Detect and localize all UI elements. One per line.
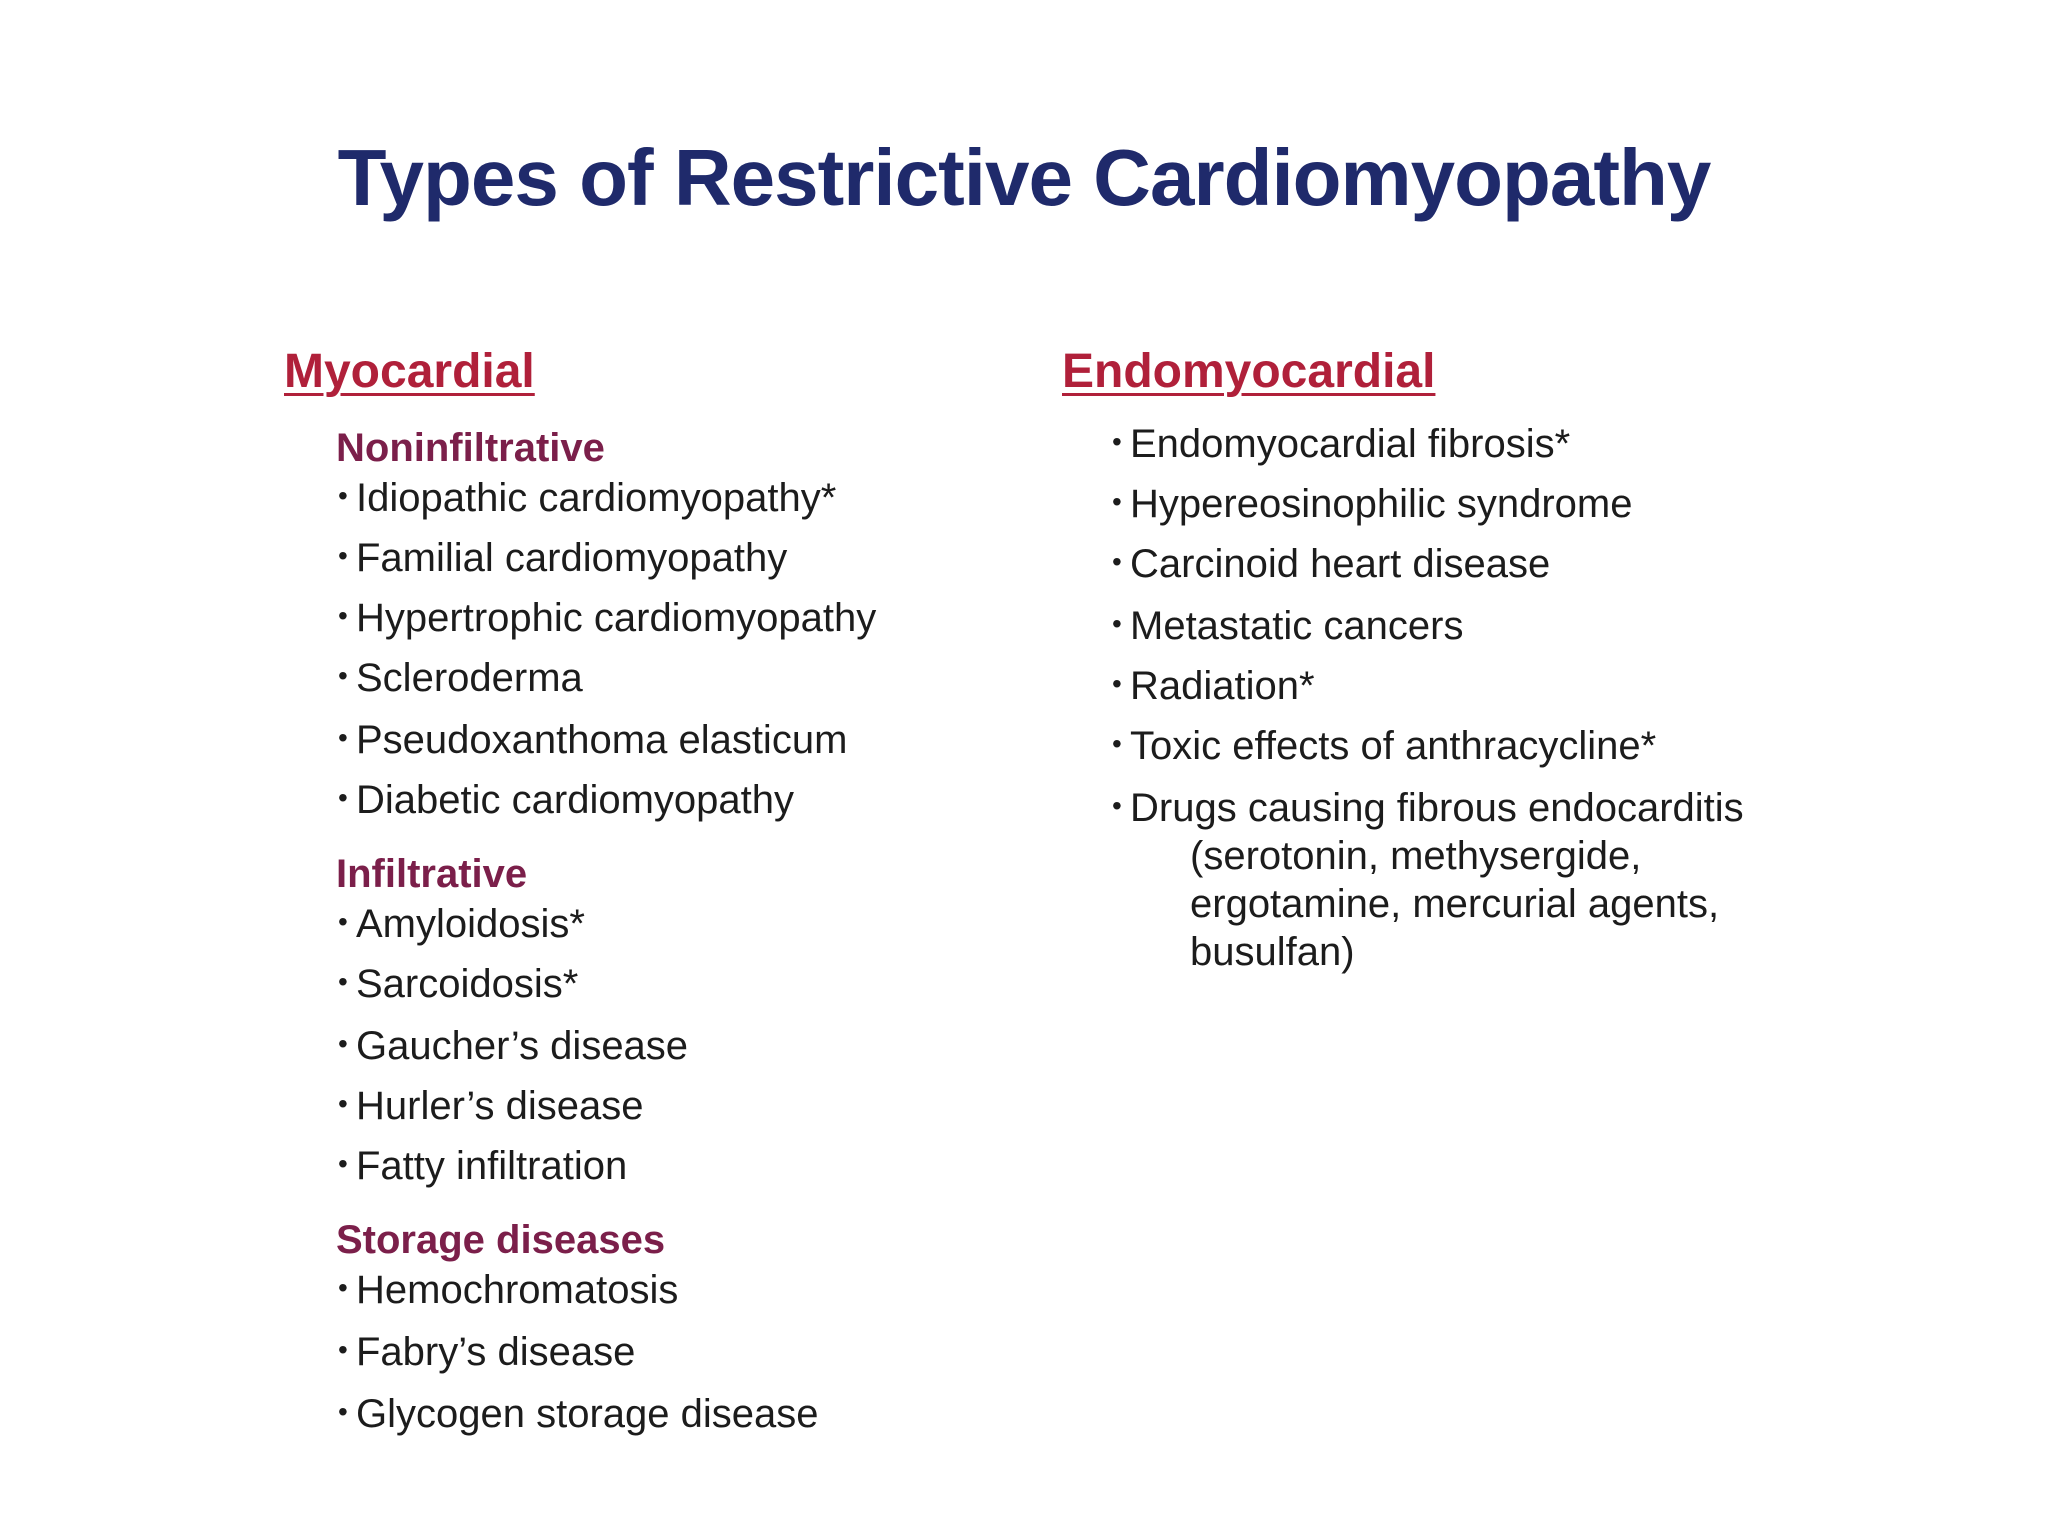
bullet-icon: • xyxy=(338,1088,348,1119)
bullet-icon: • xyxy=(1112,728,1122,759)
myocardial-heading: Myocardial xyxy=(284,345,535,398)
list-item: • Radiation* xyxy=(1112,664,1315,708)
list-item: • Diabetic cardiomyopathy xyxy=(338,778,794,822)
list-item: • Gaucher’s disease xyxy=(338,1024,689,1068)
drugs-continuation-line: (serotonin, methysergide, xyxy=(1190,834,1642,878)
bullet-icon: • xyxy=(1112,668,1122,699)
bullet-icon: • xyxy=(1112,546,1122,577)
list-item: • Amyloidosis* xyxy=(338,902,585,946)
bullet-icon: • xyxy=(338,1148,348,1179)
bullet-icon: • xyxy=(1112,426,1122,457)
drugs-continuation-line: ergotamine, mercurial agents, xyxy=(1190,882,1720,926)
page-title: Types of Restrictive Cardiomyopathy xyxy=(337,133,1711,222)
list-item: • Hurler’s disease xyxy=(338,1084,644,1128)
list-item: • Hypereosinophilic syndrome xyxy=(1112,482,1633,526)
list-item: • Hemochromatosis xyxy=(338,1268,679,1312)
list-item: • Metastatic cancers xyxy=(1112,604,1464,648)
list-item: • Toxic effects of anthracycline* xyxy=(1112,724,1657,768)
bullet-icon: • xyxy=(338,1272,348,1303)
bullet-icon: • xyxy=(1112,790,1122,821)
endomyocardial-heading: Endomyocardial xyxy=(1062,345,1436,398)
list-item: • Fabry’s disease xyxy=(338,1330,636,1374)
list-item: • Carcinoid heart disease xyxy=(1112,542,1551,586)
list-item: • Glycogen storage disease xyxy=(338,1392,819,1436)
bullet-icon: • xyxy=(338,1028,348,1059)
list-item: • Scleroderma xyxy=(338,656,583,700)
bullet-icon: • xyxy=(338,480,348,511)
bullet-icon: • xyxy=(338,906,348,937)
list-item: • Drugs causing fibrous endocarditis xyxy=(1112,786,1744,830)
drugs-continuation-line: busulfan) xyxy=(1190,930,1355,974)
bullet-icon: • xyxy=(338,1334,348,1365)
list-item: • Idiopathic cardiomyopathy* xyxy=(338,476,837,520)
list-item: • Fatty infiltration xyxy=(338,1144,628,1188)
list-item: • Endomyocardial fibrosis* xyxy=(1112,422,1571,466)
list-item: • Pseudoxanthoma elasticum xyxy=(338,718,848,762)
bullet-icon: • xyxy=(338,660,348,691)
list-item: • Familial cardiomyopathy xyxy=(338,536,788,580)
infiltrative-heading: Infiltrative xyxy=(336,852,528,896)
bullet-icon: • xyxy=(1112,608,1122,639)
bullet-icon: • xyxy=(338,966,348,997)
bullet-icon: • xyxy=(338,1396,348,1427)
storage-diseases-heading: Storage diseases xyxy=(336,1218,666,1262)
list-item: • Sarcoidosis* xyxy=(338,962,579,1006)
bullet-icon: • xyxy=(1112,486,1122,517)
noninfiltrative-heading: Noninfiltrative xyxy=(336,426,605,470)
bullet-icon: • xyxy=(338,600,348,631)
bullet-icon: • xyxy=(338,782,348,813)
bullet-icon: • xyxy=(338,540,348,571)
list-item: • Hypertrophic cardiomyopathy xyxy=(338,596,877,640)
bullet-icon: • xyxy=(338,722,348,753)
